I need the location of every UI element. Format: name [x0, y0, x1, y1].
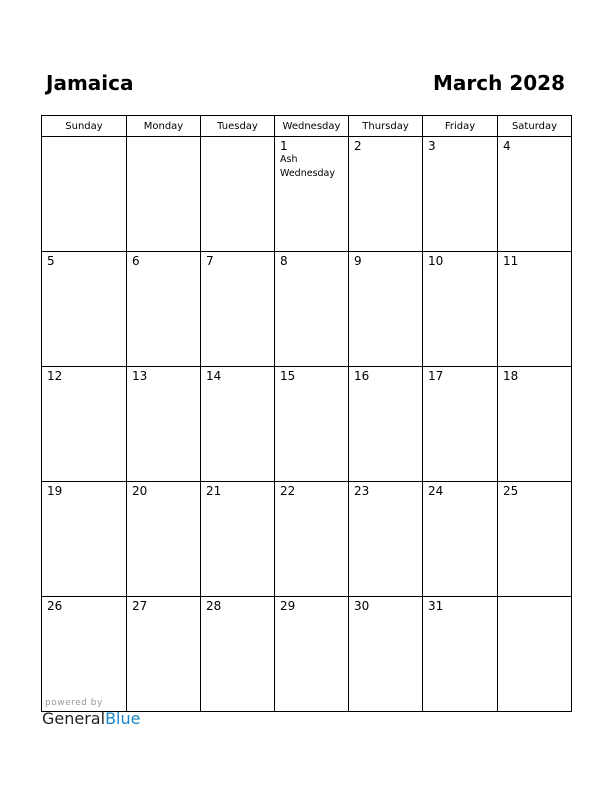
day-cell [42, 252, 127, 367]
day-cell [498, 482, 572, 597]
day-number: 6 [132, 254, 140, 268]
day-cell [349, 597, 423, 712]
weekday-header-row [42, 116, 572, 137]
day-number: 9 [354, 254, 362, 268]
day-cell [349, 367, 423, 482]
day-cell [498, 252, 572, 367]
day-number: 22 [280, 484, 296, 498]
day-number: 15 [280, 369, 296, 383]
day-number: 14 [206, 369, 222, 383]
day-cell [201, 482, 275, 597]
brand-blue-text: Blue [105, 709, 141, 728]
day-cell [423, 137, 498, 252]
day-cell [127, 482, 201, 597]
day-number: 18 [503, 369, 519, 383]
day-cell [423, 367, 498, 482]
day-cell [275, 367, 349, 482]
week-row [42, 252, 572, 367]
week-row [42, 597, 572, 712]
weekday-monday: Monday [127, 116, 201, 137]
day-number: 27 [132, 599, 148, 613]
day-number: 16 [354, 369, 370, 383]
day-number: 17 [428, 369, 444, 383]
day-cell [201, 137, 275, 252]
day-number: 7 [206, 254, 214, 268]
day-cell [349, 482, 423, 597]
day-number: 1 [280, 139, 288, 153]
brand-general-text: General [42, 709, 106, 728]
day-number: 25 [503, 484, 519, 498]
day-number: 21 [206, 484, 222, 498]
day-number: 23 [354, 484, 370, 498]
day-cell [498, 367, 572, 482]
day-cell [498, 137, 572, 252]
day-cell [498, 597, 572, 712]
day-cell [42, 482, 127, 597]
day-number: 10 [428, 254, 444, 268]
calendar-country: Jamaica [46, 71, 134, 95]
day-cell [42, 597, 127, 712]
powered-by-text: powered by [45, 698, 103, 708]
day-cell [275, 482, 349, 597]
weekday-thursday: Thursday [349, 116, 423, 137]
day-number: 13 [132, 369, 148, 383]
day-cell [127, 367, 201, 482]
weekday-friday: Friday [423, 116, 498, 137]
day-number: 28 [206, 599, 222, 613]
day-number: 26 [47, 599, 63, 613]
weekday-saturday: Saturday [498, 116, 572, 137]
weekday-wednesday: Wednesday [275, 116, 349, 137]
day-cell [127, 137, 201, 252]
day-cell [42, 137, 127, 252]
day-cell [275, 252, 349, 367]
day-number: 19 [47, 484, 63, 498]
weekday-tuesday: Tuesday [201, 116, 275, 137]
calendar-grid [41, 115, 572, 712]
calendar-month-year: March 2028 [433, 71, 565, 95]
day-number: 30 [354, 599, 370, 613]
day-cell [423, 252, 498, 367]
day-number: 29 [280, 599, 296, 613]
day-number: 3 [428, 139, 436, 153]
weekday-sunday: Sunday [42, 116, 127, 137]
day-number: 8 [280, 254, 288, 268]
week-row [42, 137, 572, 252]
day-number: 20 [132, 484, 148, 498]
generalblue-logo[interactable] [42, 709, 140, 728]
day-cell [423, 482, 498, 597]
day-cell [127, 252, 201, 367]
week-row [42, 482, 572, 597]
day-cell [349, 137, 423, 252]
day-number: 5 [47, 254, 55, 268]
day-cell [423, 597, 498, 712]
day-cell [201, 252, 275, 367]
day-cell [201, 367, 275, 482]
day-number: 31 [428, 599, 444, 613]
day-number: 4 [503, 139, 511, 153]
day-cell [275, 597, 349, 712]
week-row [42, 367, 572, 482]
holiday-label: Ash Wednesday [280, 154, 336, 179]
day-cell [275, 137, 349, 252]
day-number: 12 [47, 369, 63, 383]
day-cell [127, 597, 201, 712]
day-number: 24 [428, 484, 444, 498]
day-cell [349, 252, 423, 367]
day-cell [42, 367, 127, 482]
day-number: 11 [503, 254, 519, 268]
day-cell [201, 597, 275, 712]
day-number: 2 [354, 139, 362, 153]
